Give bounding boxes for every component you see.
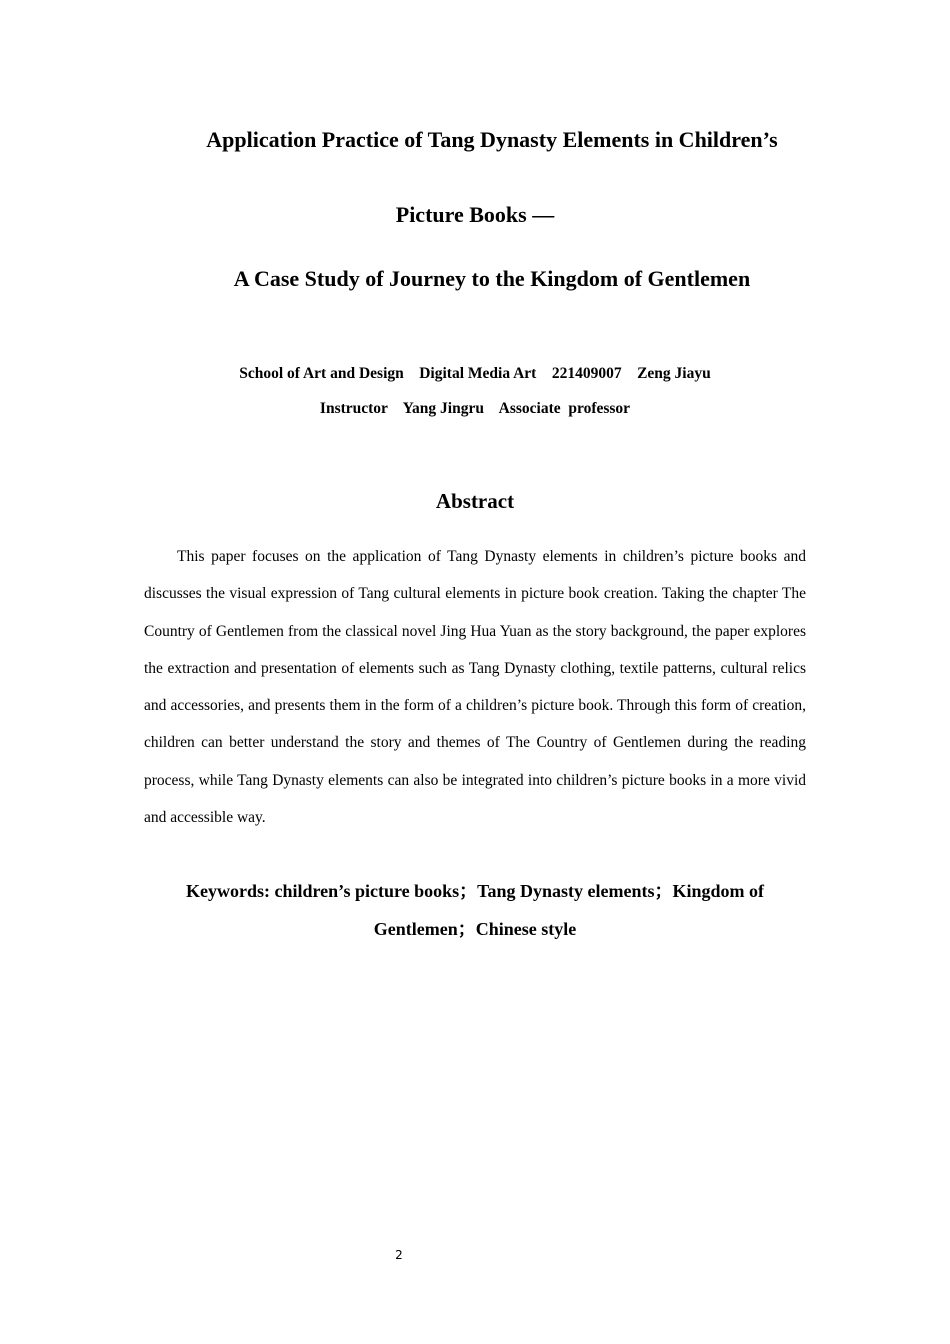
abstract-body: This paper focuses on the application of Tang Dynasty elements in children’s picture books and discusses the visual expression of Tang cultural elements in picture book creation. Taking the chapter The Country of Gentlemen from the classical novel Jing Hua Yuan as the story background, the paper explores the extraction and presentation of elements such as Tang Dynasty clothing, textile patterns, cultural relics and accessories, and presents them in the form of a children’s picture book. Through this form of creation, children can better understand the story and themes of The Country of Gentlemen during the reading process, while Tang Dynasty elements can also be integrated into children’s picture books in a more vivid and accessible way. bbox=[144, 548, 806, 827]
instructor-line: Instructor Yang Jingru Associate professor bbox=[319, 400, 631, 417]
paper-subtitle: A Case Study of Journey to the Kingdom of Gentlemen bbox=[233, 266, 751, 291]
abstract-heading: Abstract bbox=[435, 489, 515, 513]
keywords-line-2: Gentlemen；Chinese style bbox=[373, 919, 577, 939]
paper-title-line-1: Application Practice of Tang Dynasty Elements in Children’s bbox=[206, 127, 778, 152]
keywords-line-1: Keywords: children’s picture books；Tang Dynasty elements；Kingdom of bbox=[185, 881, 765, 901]
author-line: School of Art and Design Digital Media Art 221409007 Zeng Jiayu bbox=[239, 365, 711, 382]
paper-title-line-2: Picture Books — bbox=[395, 202, 555, 227]
page-number: 2 bbox=[395, 1248, 403, 1262]
